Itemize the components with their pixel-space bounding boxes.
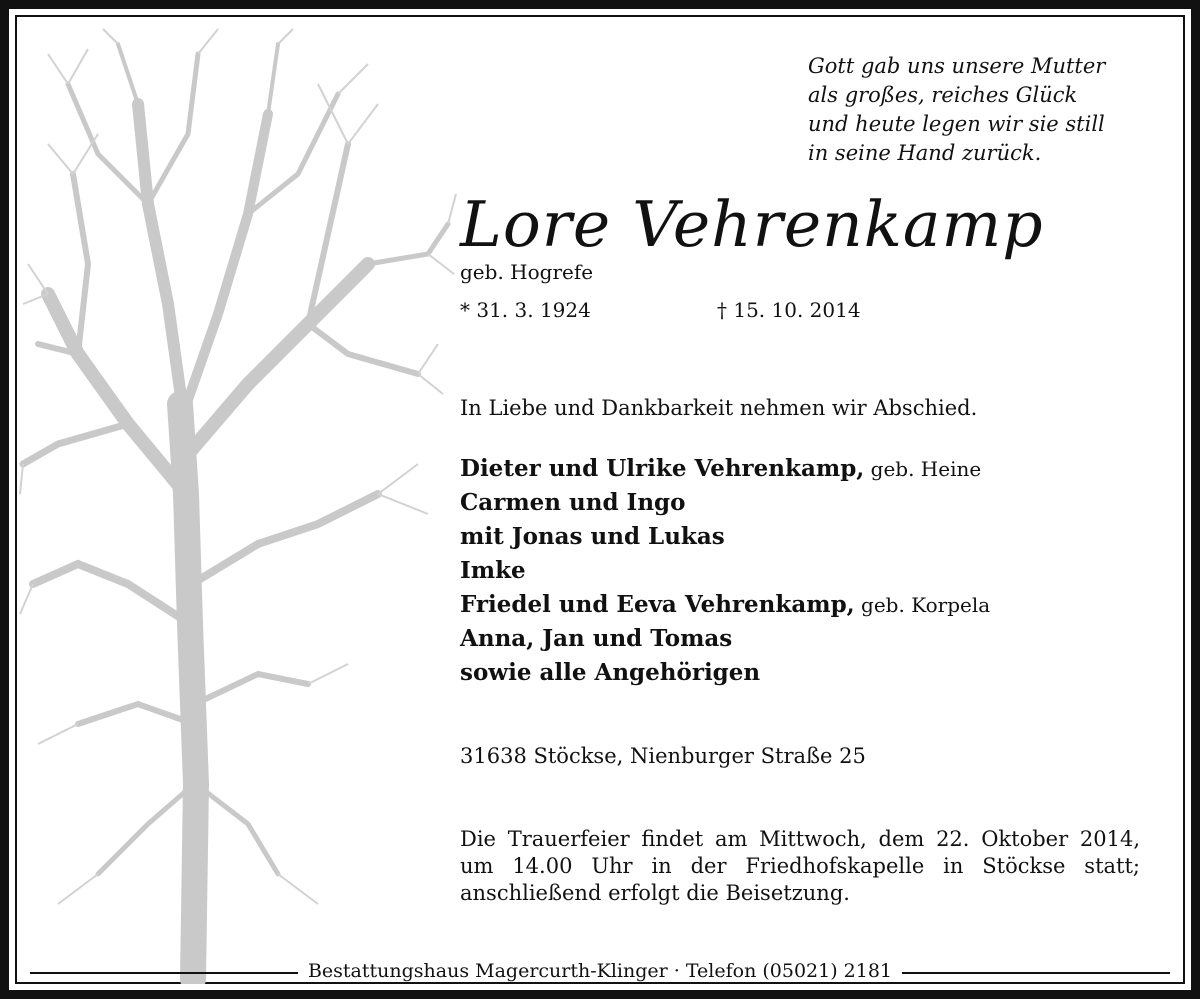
family-names: Imke [460, 557, 526, 584]
family-list [460, 452, 990, 690]
ceremony-line: anschließend erfolgt die Beisetzung. [460, 881, 850, 905]
funeral-home-contact: Bestattungshaus Magercurth-Klinger · Telefon (05021) 2181 [298, 960, 902, 982]
family-names: Carmen und Ingo [460, 489, 686, 516]
family-member [460, 554, 990, 588]
ceremony-line: Die Trauerfeier findet am Mittwoch, dem 22. Oktober 2014, [460, 827, 1140, 851]
family-member [460, 452, 990, 486]
birth-date: * 31. 3. 1924 [460, 298, 591, 322]
poem-line: Gott gab uns unsere Mutter [808, 54, 1106, 78]
family-member [460, 656, 990, 690]
deceased-name: Lore Vehrenkamp [460, 188, 1044, 261]
family-member [460, 622, 990, 656]
family-note: geb. Heine [864, 457, 982, 481]
family-names: mit Jonas und Lukas [460, 523, 725, 550]
footer [0, 959, 1200, 983]
family-member [460, 520, 990, 554]
ceremony-info [460, 826, 1140, 907]
tree-illustration [18, 24, 458, 984]
poem-line: als großes, reiches Glück [808, 83, 1078, 107]
poem-line: in seine Hand zurück. [808, 141, 1042, 165]
family-names: Friedel und Eeva Vehrenkamp, [460, 591, 855, 618]
poem-line: und heute legen wir sie still [808, 112, 1105, 136]
maiden-name: geb. Hogrefe [460, 260, 594, 284]
poem [808, 52, 1168, 168]
family-note: geb. Korpela [854, 593, 991, 617]
family-member [460, 588, 990, 622]
death-date: † 15. 10. 2014 [717, 298, 861, 322]
ceremony-line: um 14.00 Uhr in der Friedhofskapelle in Stöckse statt; [460, 854, 1140, 878]
family-names: sowie alle Angehörigen [460, 659, 761, 686]
farewell-intro: In Liebe und Dankbarkeit nehmen wir Abschied. [460, 396, 978, 420]
family-names: Anna, Jan und Tomas [460, 625, 733, 652]
address: 31638 Stöckse, Nienburger Straße 25 [460, 744, 866, 768]
family-names: Dieter und Ulrike Vehrenkamp, [460, 455, 865, 482]
family-member [460, 486, 990, 520]
